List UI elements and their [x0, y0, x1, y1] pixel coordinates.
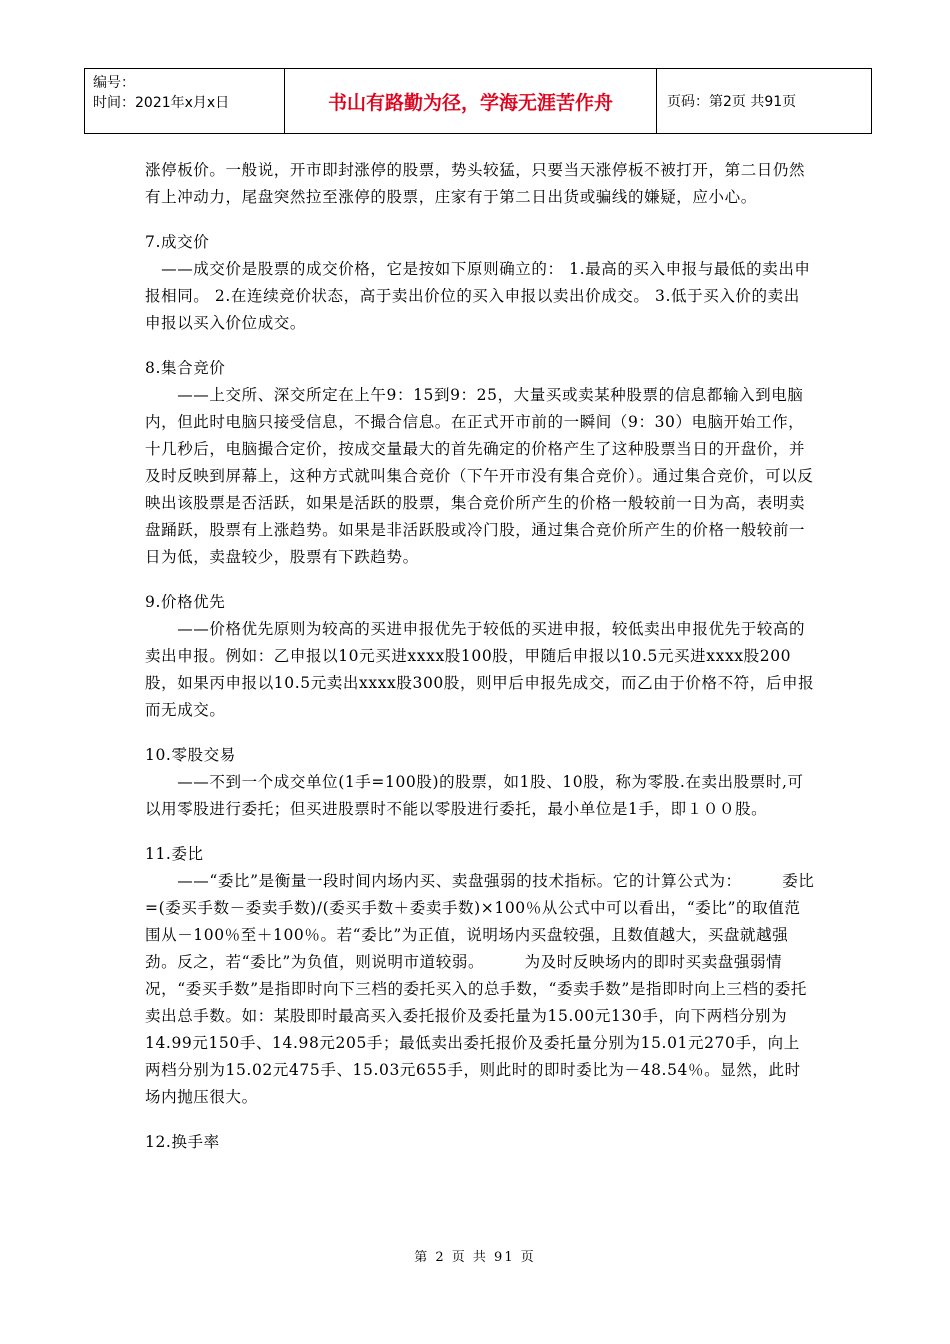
body-paragraph: 涨停板价。一般说，开市即封涨停的股票，势头较猛，只要当天涨停板不被打开，第二日仍然有上冲动力，尾盘突然拉至涨停的股票，庄家有于第二日出货或骗线的嫌疑，应小心。 — [145, 161, 806, 206]
body-paragraph: ——成交价是股票的成交价格，它是按如下原则确立的： 1.最高的买入申报与最低的卖出申报相同。 2.在连续竞价状态，高于卖出价位的买入申报以卖出价成交。 3.低于买入价的卖出申报以买入价位成交。 — [145, 260, 811, 332]
serial-label: 编号： — [93, 75, 135, 91]
header-meta — [85, 69, 285, 133]
header-motto: 书山有路勤为径，学海无涯苦作舟 — [285, 69, 657, 133]
section-heading: 7.成交价 — [145, 233, 210, 251]
page-footer: 第 2 页 共 91 页 — [414, 1250, 536, 1265]
body-paragraph: ——上交所、深交所定在上午9：15到9：25，大量买或卖某种股票的信息都输入到电脑内，但此时电脑只接受信息，不撮合信息。在正式开市前的一瞬间（9：30）电脑开始工作，十几秒后，电脑撮合定价，按成交量最大的首先确定的价格产生了这种股票当日的开盘价，并及时反映到屏幕上，这种方式就叫集合竞价（下午开市没有集合竞价）。通过集合竞价，可以反映出该股票是否活跃，如果是活跃的股票，集合竞价所产生的价格一般较前一日为高，表明卖盘踊跃，股票有上涨趋势。如果是非活跃股或冷门股，通过集合竞价所产生的价格一般较前一日为低，卖盘较少，股票有下跌趋势。 — [145, 386, 814, 566]
section-heading: 9.价格优先 — [145, 593, 226, 611]
body-paragraph: ——价格优先原则为较高的买进申报优先于较低的买进申报，较低卖出申报优先于较高的卖出申报。例如：乙申报以10元买进xxxx股100股，甲随后申报以10.5元买进xxxx股200股，如果丙申报以10.5元卖出xxxx股300股，则甲后申报先成交，而乙由于价格不符，后申报而无成交。 — [145, 620, 815, 719]
section-heading: 12.换手率 — [145, 1133, 220, 1151]
section-heading: 10.零股交易 — [145, 746, 236, 764]
page-header — [84, 68, 872, 134]
section-heading: 11.委比 — [145, 845, 204, 863]
document-body — [145, 157, 815, 1156]
body-paragraph: ——不到一个成交单位(1手=100股)的股票，如1股、10股，称为零股.在卖出股票时,可以用零股进行委托；但买进股票时不能以零股进行委托，最小单位是1手，即１００股。 — [145, 773, 804, 818]
section-heading: 8.集合竞价 — [145, 359, 226, 377]
body-paragraph: ——“委比”是衡量一段时间内场内买、卖盘强弱的技术指标。它的计算公式为： 委比=(委买手数－委卖手数)/(委买手数＋委卖手数)×100％从公式中可以看出，“委比”的取值范围从－100％至＋100％。若“委比”为正值，说明场内买盘较强，且数值越大，买盘就越强劲。反之，若“委比”为负值，则说明市道较弱。 为及时反映场内的即时买卖盘强弱情况，“委买手数”是指即时向下三档的委托买入的总手数，“委卖手数”是指即时向上三档的委托卖出总手数。如：某股即时最高买入委托报价及委托量为15.00元130手，向下两档分别为14.99元150手、14.98元205手；最低卖出委托报价及委托量分别为15.01元270手，向上两档分别为15.02元475手、15.03元655手，则此时的即时委比为－48.54％。显然，此时场内抛压很大。 — [145, 872, 815, 1106]
date-line: 时间：2021年x月x日 — [93, 95, 230, 111]
header-page-info: 页码：第2页 共91页 — [667, 94, 797, 110]
